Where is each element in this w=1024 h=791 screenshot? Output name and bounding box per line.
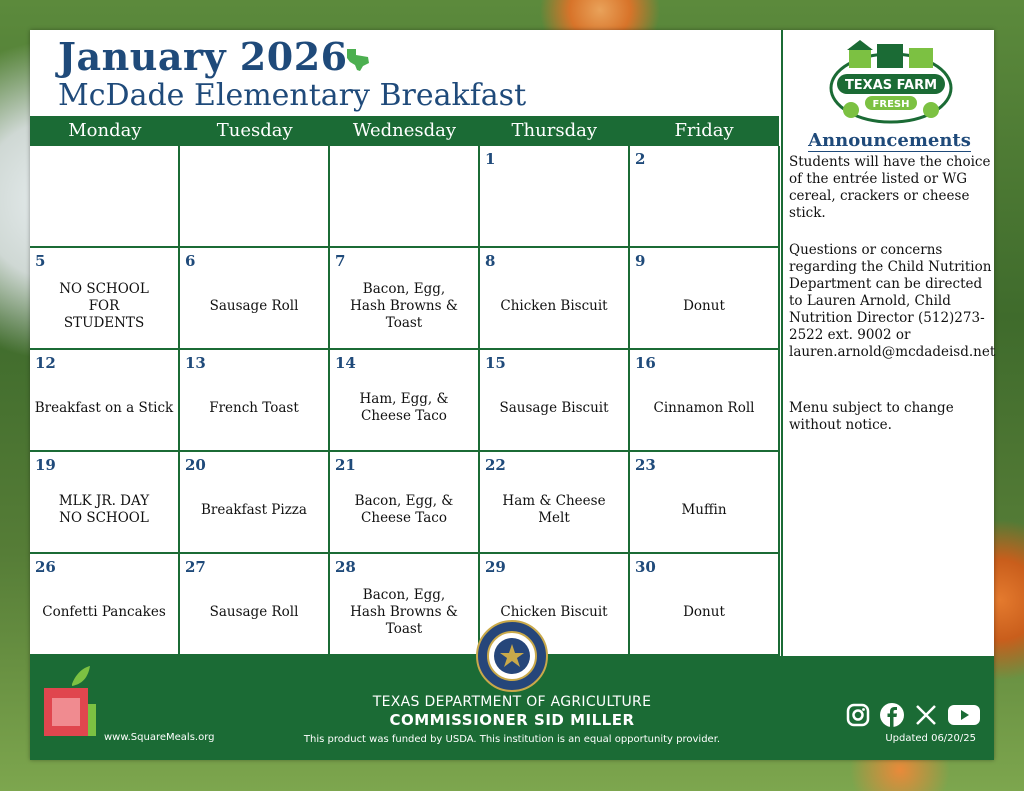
menu-item <box>484 166 624 242</box>
day-number: 28 <box>335 558 356 576</box>
announcement-disclaimer: Menu subject to change without notice. <box>789 400 954 433</box>
calendar-grid <box>30 146 779 658</box>
texas-icon <box>344 46 372 72</box>
calendar-day-cell <box>180 248 330 350</box>
menu-item: Sausage Roll <box>209 297 299 314</box>
menu-item: Confetti Pancakes <box>42 603 166 620</box>
menu-item: Breakfast Pizza <box>201 501 307 518</box>
menu-item: Muffin <box>681 501 727 518</box>
day-number: 21 <box>335 456 356 474</box>
day-number: 22 <box>485 456 506 474</box>
menu-item: Chicken Biscuit <box>500 297 608 314</box>
menu-item: French Toast <box>209 399 299 416</box>
menu-item: Sausage Roll <box>209 603 299 620</box>
day-number: 6 <box>185 252 196 270</box>
calendar-day-cell <box>630 350 780 452</box>
announcements-title: Announcements <box>808 130 971 151</box>
day-number: 7 <box>335 252 346 270</box>
calendar-day-cell <box>630 452 780 554</box>
day-number: 5 <box>35 252 46 270</box>
calendar-day-cell <box>180 350 330 452</box>
calendar-day-cell <box>30 146 180 248</box>
day-number: 29 <box>485 558 506 576</box>
calendar-day-cell <box>30 350 180 452</box>
day-number: 27 <box>185 558 206 576</box>
weekday-label: Wednesday <box>352 120 457 141</box>
calendar-day-cell <box>330 248 480 350</box>
calendar-day-cell <box>30 248 180 350</box>
day-number: 13 <box>185 354 206 372</box>
menu-item: Bacon, Egg, Hash Browns & Toast <box>350 280 458 331</box>
calendar-day-cell <box>480 452 630 554</box>
day-number: 26 <box>35 558 56 576</box>
calendar-day-cell <box>180 146 330 248</box>
calendar-day-cell <box>480 146 630 248</box>
calendar-day-cell <box>630 554 780 656</box>
menu-item <box>34 166 174 242</box>
instagram-icon[interactable] <box>845 702 871 728</box>
menu-item: Donut <box>683 603 725 620</box>
commissioner-name: COMMISSIONER SID MILLER <box>389 711 635 729</box>
menu-item: Ham, Egg, & Cheese Taco <box>359 391 449 424</box>
day-number: 12 <box>35 354 56 372</box>
tda-name: TEXAS DEPARTMENT OF AGRICULTURE <box>372 694 652 710</box>
calendar-day-cell <box>330 452 480 554</box>
day-number: 1 <box>485 150 496 168</box>
school-title: McDade Elementary Breakfast <box>58 78 527 113</box>
youtube-icon[interactable] <box>947 702 981 728</box>
menu-item: Chicken Biscuit <box>500 603 608 620</box>
calendar-day-cell <box>330 554 480 656</box>
day-number: 16 <box>635 354 656 372</box>
announcement-contact: Questions or concerns regarding the Child Nutrition Department can be directed to Lauren Arnold, Child Nutrition Director (512)273-2522 ext. 9002 or lauren.arnold@mcdadeisd.net <box>789 242 996 360</box>
menu-item: Breakfast on a Stick <box>34 399 174 416</box>
month-title: January 2026 <box>58 34 348 79</box>
svg-text:FRESH: FRESH <box>872 99 910 110</box>
weekday-label: Thursday <box>511 120 598 141</box>
menu-item <box>634 166 774 242</box>
weekday-label: Tuesday <box>216 120 293 141</box>
social-links <box>845 702 981 728</box>
calendar-day-cell <box>630 146 780 248</box>
updated-date: Updated 06/20/25 <box>885 733 976 744</box>
calendar-day-cell <box>630 248 780 350</box>
day-number: 2 <box>635 150 646 168</box>
calendar-day-cell <box>480 248 630 350</box>
calendar-day-cell <box>30 554 180 656</box>
menu-item: Cinnamon Roll <box>653 399 755 416</box>
calendar-day-cell <box>180 554 330 656</box>
announcements-panel <box>781 30 996 658</box>
menu-item: Donut <box>683 297 725 314</box>
menu-item <box>334 166 474 242</box>
calendar-day-cell <box>330 350 480 452</box>
calendar-day-cell <box>180 452 330 554</box>
footer <box>30 656 994 760</box>
facebook-icon[interactable] <box>879 702 905 728</box>
menu-item: Bacon, Egg, & Cheese Taco <box>354 493 454 526</box>
tda-seal <box>476 620 548 692</box>
day-number: 9 <box>635 252 646 270</box>
header <box>30 30 779 116</box>
x-icon[interactable] <box>913 702 939 728</box>
menu-item: MLK JR. DAY NO SCHOOL <box>58 493 150 526</box>
day-number: 15 <box>485 354 506 372</box>
website-link[interactable]: www.SquareMeals.org <box>104 732 215 743</box>
calendar-day-cell <box>330 146 480 248</box>
weekday-label: Friday <box>674 120 734 141</box>
day-number: 23 <box>635 456 656 474</box>
svg-text:TEXAS FARM: TEXAS FARM <box>844 78 938 93</box>
day-number: 30 <box>635 558 656 576</box>
day-number: 8 <box>485 252 496 270</box>
calendar-day-cell <box>30 452 180 554</box>
calendar-day-cell <box>480 350 630 452</box>
weekday-label: Monday <box>68 120 142 141</box>
day-number: 14 <box>335 354 356 372</box>
menu-item: Ham & Cheese Melt <box>502 493 606 526</box>
menu-sheet <box>30 30 994 760</box>
texas-farm-fresh-logo <box>827 38 955 128</box>
funding-disclaimer: This product was funded by USDA. This institution is an equal opportunity provider. <box>303 734 721 745</box>
menu-item: Sausage Biscuit <box>499 399 609 416</box>
announcement-choice: Students will have the choice of the entrée listed or WG cereal, crackers or cheese stick. <box>789 154 991 221</box>
menu-item: NO SCHOOL FOR STUDENTS <box>59 280 149 331</box>
weekday-header <box>30 116 779 146</box>
day-number: 20 <box>185 456 206 474</box>
day-number: 19 <box>35 456 56 474</box>
menu-item <box>184 166 324 242</box>
menu-item: Bacon, Egg, Hash Browns & Toast <box>350 586 458 637</box>
